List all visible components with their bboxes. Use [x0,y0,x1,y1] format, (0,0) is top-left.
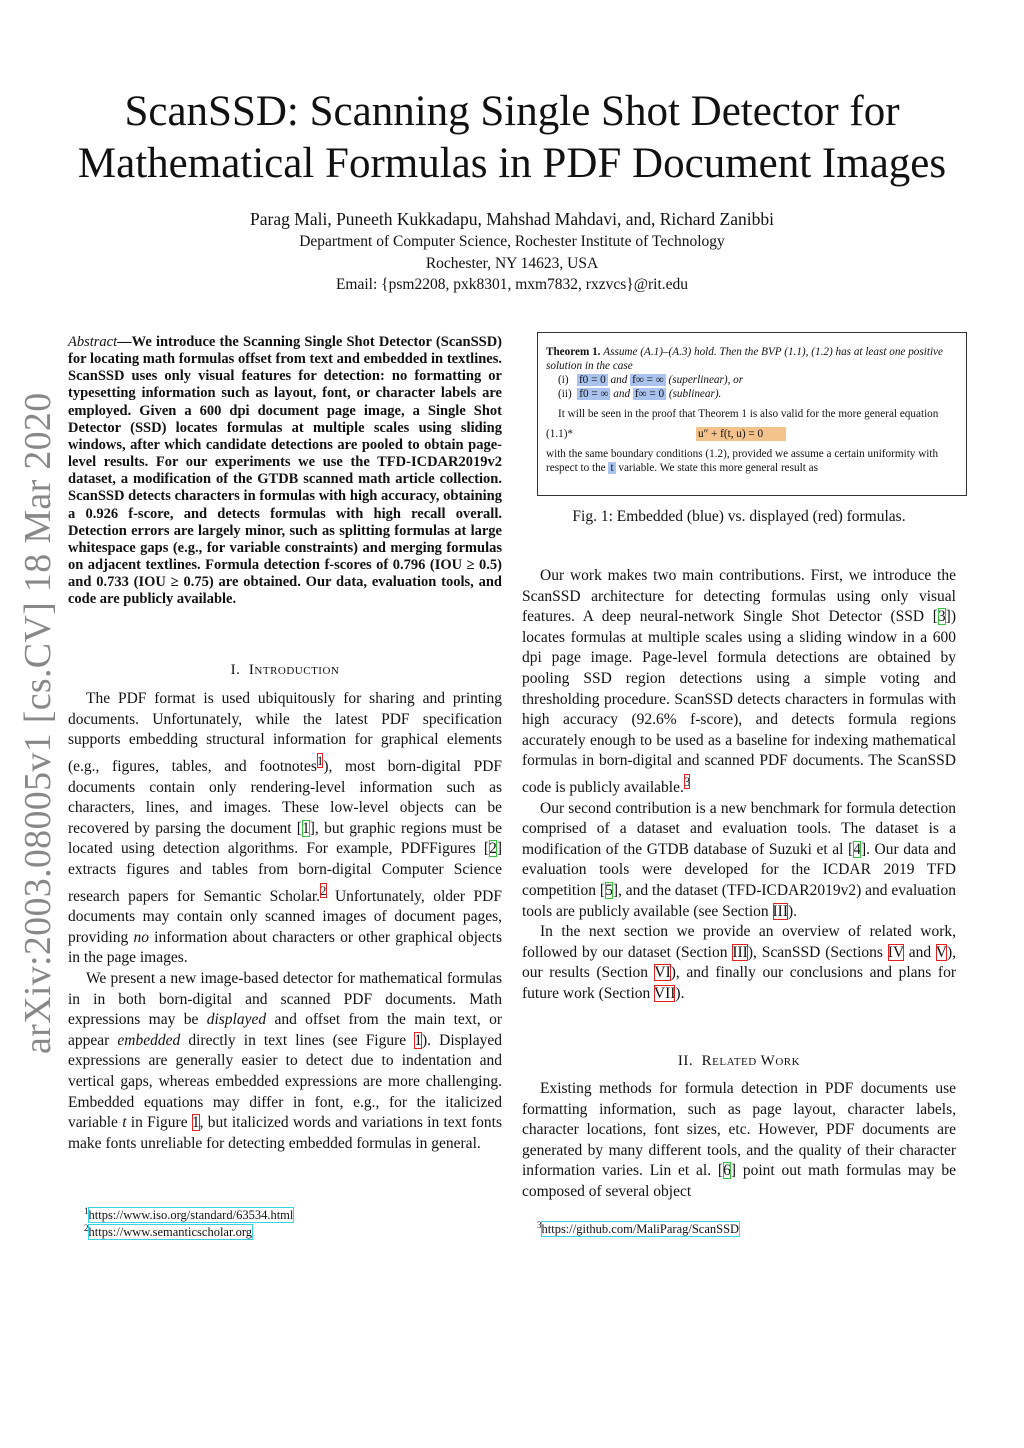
contributions-paragraph-1: Our work makes two main contributions. First, we introduce the ScanSSD architecture for detecting formulas using only visual features. A deep neural-network Single Shot Detector (SSD [3]) locates formulas at multiple scales using a sliding window in a 600 dpi page image. Page-level formula detections are obtained by pooling SSD region detections using a simple voting and thresholding procedure. ScanSSD detects characters in formulas with high accuracy (92.6% f-score), and detects formula regions accurately enough to be used as a baseline for indexing mathematical formulas in born-digital and scanned PDF documents. The ScanSSD code is publicly available.$^3$ [522,567,956,797]
footnote-ref-2[interactable]: 2 [320,882,327,898]
authors: Parag Mali, Puneeth Kukkadapu, Mahshad Mahdavi, and, Richard Zanibbi [250,209,774,229]
arxiv-identifier: arXiv:2003.08005v1 [cs.CV] 18 Mar 2020 [17,392,59,1054]
affiliation: Department of Computer Science, Rochester Institute of Technology [299,233,725,250]
footnote-1-link[interactable]: https://www.iso.org/standard/63534.html [88,1208,294,1223]
contributions-paragraph-2: Our second contribution is a new benchmark for formula detection comprised of a dataset and evaluation tools. The dataset is a modification of the GTDB database of Suzuki et al [4]. Our data and evaluation tools were developed for the ICDAR 2019 TFD competition [5], and the dataset (TFD-ICDAR2019v2) and evaluation tools are publicly available (see Section III). [522,799,956,920]
contributions-body [522,566,956,1005]
citation-3[interactable]: 3 [937,608,946,626]
footnote-ref-1[interactable]: 1 [316,752,324,768]
boundary-text: with the same boundary conditions (1.2), provided we assume a certain uniformity with respect to the t variable. We state this more general result as [546,448,939,474]
footnote-1: $^1$https://www.iso.org/standard/63534.html [84,1206,294,1223]
embedded-formula: f0 = 0 [578,374,606,386]
address: Rochester, NY 14623, USA [425,255,599,272]
intro-paragraph-1: The PDF format is used ubiquitously for sharing and printing documents. Unfortunately, while the latest PDF specification supports embedding structural information for graphical elements (e.g., figures, tables, and footnotes$^1$), most born-digital PDF documents contain only rendering-level information such as characters, lines, and images. These low-level objects can be recovered by parsing the document [1], but graphic regions must be located using detection algorithms. For example, PDFFigures [2] extracts figures and tables from born-digital Computer Science research papers for Semantic Scholar.$^2$ Unfortunately, older PDF documents may contain only scanned images of document pages, providing no information about characters or other graphical objects in the page images. [68,690,503,967]
figure-link-2[interactable]: 1 [191,1114,200,1132]
abstract [68,334,502,609]
section-link-vii[interactable]: VII [653,985,676,1003]
citation-6[interactable]: 6 [723,1162,731,1180]
equation-label: (1.1)* [546,428,574,440]
title-line-2: Mathematical Formulas in PDF Document Images [77,140,947,187]
embedded-formula: f0 = ∞ [579,388,609,400]
figure-1-caption: Fig. 1: Embedded (blue) vs. displayed (red) formulas. [572,508,906,525]
email: Email: {psm2208, pxk8301, mxm7832, rxzvcs}@rit.edu [335,276,689,293]
citation-1[interactable]: 1 [301,819,310,837]
section-link-iii[interactable]: III [772,902,788,920]
section-link-vi[interactable]: VI [654,964,671,982]
contributions-paragraph-3: In the next section we provide an overview of related work, followed by our dataset (Section III), ScanSSD (Sections IV and V), our results (Section VI), and finally our conclusions and plans for future work (Section VII). [522,923,956,1003]
footnote-2: $^2$https://www.semanticscholar.org [84,1223,253,1240]
citation-4[interactable]: 4 [853,840,861,858]
displayed-formula: u″ + f(t, u) = 0 [696,427,786,441]
introduction-body [68,689,502,1154]
title-line-1: ScanSSD: Scanning Single Shot Detector for [124,88,900,135]
citation-2[interactable]: 2 [489,840,497,858]
theorem-statement: Theorem 1. Assume (A.1)–(A.3) hold. Then the BVP (1.1), (1.2) has at least one positive solution in the case [546,346,943,372]
displayed-equation-row [546,427,958,443]
paper-title [0,86,1024,190]
abstract-label: Abstract [68,334,118,350]
abstract-text: —We introduce the Scanning Single Shot Detector (ScanSSD) for locating math formulas offset from text and embedded in textlines. ScanSSD uses only visual features for detection: no formatting or typesetting information such as layout, font, or character labels are employed. Given a 600 dpi document page image, a Single Shot Detector (SSD) locates formulas at multiple scales using sliding windows, after which candidate detections are pooled to obtain page-level results. For our experiments we use the TFD-ICDAR2019v2 dataset, a modification of the GTDB scanned math article collection. ScanSSD detects characters in formulas with high accuracy, obtaining a 0.926 f-score, and detects formulas with high recall overall. Detection errors are largely minor, such as splitting formulas at large whitespace gaps (e.g., for variable constraints) and merging formulas on adjacent textlines. Formula detection f-scores of 0.796 (IOU ≥ 0.5) and 0.733 (IOU ≥ 0.75) are obtained. Our data, evaluation tools, and code are publicly available. [68,334,502,608]
case-i: (i) f0 = 0 and f∞ = ∞ (superlinear), or [558,374,744,386]
footnote-3: $^3$https://github.com/MaliParag/ScanSSD [537,1220,740,1237]
case-ii: (ii) f0 = ∞ and f∞ = 0 (sublinear). [558,388,722,400]
footnote-3-link[interactable]: https://github.com/MaliParag/ScanSSD [541,1222,740,1237]
section-heading-introduction: I. Introduction [230,662,340,678]
related-work-body [522,1079,956,1203]
section-heading-related-work: II. Related Work [677,1053,801,1069]
section-link-iv[interactable]: IV [887,943,904,961]
footnote-ref-3[interactable]: 3 [683,773,691,789]
figure-1 [537,332,967,496]
embedded-formula: f∞ = ∞ [632,374,664,386]
section-link-iii[interactable]: III [732,943,748,961]
general-equation-text: It will be seen in the proof that Theorem 1 is also valid for the more general equation [558,408,939,420]
embedded-formula: f∞ = 0 [634,388,665,400]
figure-link-1[interactable]: 1 [414,1031,423,1049]
section-link-v[interactable]: V [935,943,947,961]
related-work-paragraph-1: Existing methods for formula detection in PDF documents use formatting information, such as page layout, character labels, character locations, font sizes, etc. However, PDF documents are generated by many different tools, and the quality of their character information varies. Lin et al. [6] point out math formulas may be composed of several object [522,1080,956,1200]
intro-paragraph-2: We present a new image-based detector for mathematical formulas in in both born-digital and scanned PDF documents. Math expressions may be displayed and offset from the main text, or appear embedded directly in text lines (see Figure 1). Displayed expressions are generally easier to detect due to indentation and vertical gaps, whereas embedded expressions are more challenging. Embedded equations may differ in font, e.g., for the italicized variable t in Figure 1, but italicized words and variations in text fonts make fonts unreliable for detecting embedded formulas in general. [68,970,503,1152]
citation-5[interactable]: 5 [605,882,613,900]
footnote-2-link[interactable]: https://www.semanticscholar.org [88,1225,253,1240]
embedded-formula: t [610,462,614,474]
